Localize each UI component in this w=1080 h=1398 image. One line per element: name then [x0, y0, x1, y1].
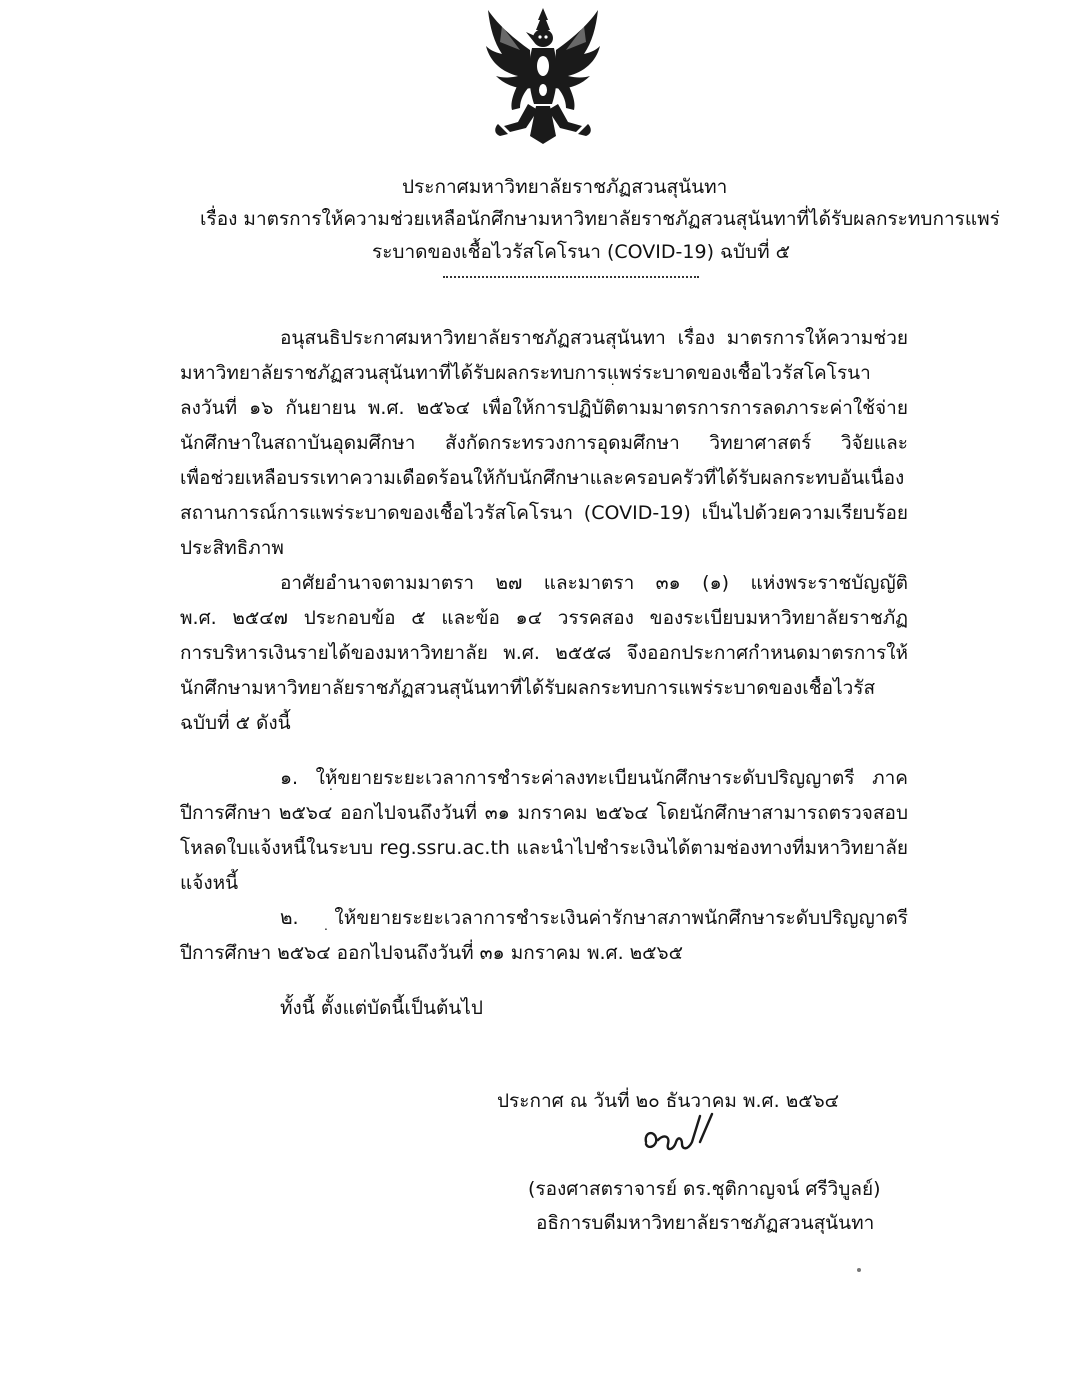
- subject-line-2: ระบาดของเชื้อไวรัสโคโรนา (COVID-19) ฉบับที่ ๕: [372, 241, 791, 263]
- para2-line: นักศึกษามหาวิทยาลัยราชภัฏสวนสุนันทาที่ได้รับผลกระทบการแพร่ระบาดของเชื้อไวรัส: [180, 677, 876, 699]
- item2-line: ๒. ให้ขยายระยะเวลาการชำระเงินค่ารักษาสภาพนักศึกษาระดับปริญญาตรี: [280, 907, 908, 929]
- item1-line: โหลดใบแจ้งหนี้ในระบบ reg.ssru.ac.th และนำไปชำระเงินได้ตามช่องทางที่มหาวิทยาลัย: [180, 837, 908, 859]
- para1-line: ลงวันที่ ๑๖ กันยายน พ.ศ. ๒๕๖๔ เพื่อให้การปฏิบัติตามมาตรการการลดภาระค่าใช้จ่าย: [180, 397, 908, 419]
- signatory-name: (รองศาสตราจารย์ ดร.ชุติกาญจน์ ศรีวิบูลย์): [528, 1178, 881, 1200]
- para2-line: การบริหารเงินรายได้ของมหาวิทยาลัย พ.ศ. ๒๕๕๘ จึงออกประกาศกำหนดมาตรการให้: [180, 642, 908, 664]
- scan-speck: [857, 1268, 861, 1272]
- para1-line: นักศึกษาในสถาบันอุดมศึกษา สังกัดกระทรวงการอุดมศึกษา วิทยาศาสตร์ วิจัยและ: [180, 432, 908, 454]
- effective-line: ทั้งนี้ ตั้งแต่บัดนี้เป็นต้นไป: [280, 997, 483, 1019]
- para2-line: อาศัยอำนาจตามมาตรา ๒๗ และมาตรา ๓๑ (๑) แห่งพระราชบัญญัติ: [280, 572, 908, 594]
- para1-line: ประสิทธิภาพ: [180, 537, 284, 559]
- para2-line: พ.ศ. ๒๕๔๗ ประกอบข้อ ๕ และข้อ ๑๔ วรรคสอง ของระเบียบมหาวิทยาลัยราชภัฏ: [180, 607, 908, 629]
- para1-line: สถานการณ์การแพร่ระบาดของเชื้อไวรัสโคโรนา (COVID-19) เป็นไปด้วยความเรียบร้อย: [180, 502, 908, 524]
- subject-line-1: เรื่อง มาตรการให้ความช่วยเหลือนักศึกษามหาวิทยาลัยราชภัฏสวนสุนันทาที่ได้รับผลกระทบการแพร่: [200, 208, 1000, 230]
- item2-line: ปีการศึกษา ๒๕๖๔ ออกไปจนถึงวันที่ ๓๑ มกราคม พ.ศ. ๒๕๖๕: [180, 942, 683, 964]
- para1-line: เพื่อช่วยเหลือบรรเทาความเดือดร้อนให้กับนักศึกษาและครอบครัวที่ได้รับผลกระทบอันเนื่อง: [180, 467, 905, 489]
- para2-line: ฉบับที่ ๕ ดังนี้: [180, 712, 291, 734]
- para1-line: มหาวิทยาลัยราชภัฏสวนสุนันทาที่ได้รับผลกระทบการแพร่ระบาดของเชื้อไวรัสโคโรนา: [180, 362, 871, 384]
- dotted-divider: [443, 276, 699, 278]
- garuda-emblem-icon: [480, 6, 606, 146]
- item1-line: แจ้งหนี้: [180, 872, 239, 894]
- item1-line: ๑. ให้ขยายระยะเวลาการชำระค่าลงทะเบียนนักศึกษาระดับปริญญาตรี ภาค: [280, 767, 908, 789]
- signature-icon: [640, 1112, 720, 1160]
- item1-line: ปีการศึกษา ๒๕๖๔ ออกไปจนถึงวันที่ ๓๑ มกราคม ๒๕๖๔ โดยนักศึกษาสามารถตรวจสอบ: [180, 802, 908, 824]
- para1-line: อนุสนธิประกาศมหาวิทยาลัยราชภัฏสวนสุนันทา เรื่อง มาตรการให้ความช่วย: [280, 327, 908, 349]
- announcement-date: ประกาศ ณ วันที่ ๒๐ ธันวาคม พ.ศ. ๒๕๖๔: [497, 1090, 840, 1112]
- signatory-position: อธิการบดีมหาวิทยาลัยราชภัฏสวนสุนันทา: [536, 1212, 875, 1234]
- announcement-title: ประกาศมหาวิทยาลัยราชภัฏสวนสุนันทา: [402, 176, 728, 198]
